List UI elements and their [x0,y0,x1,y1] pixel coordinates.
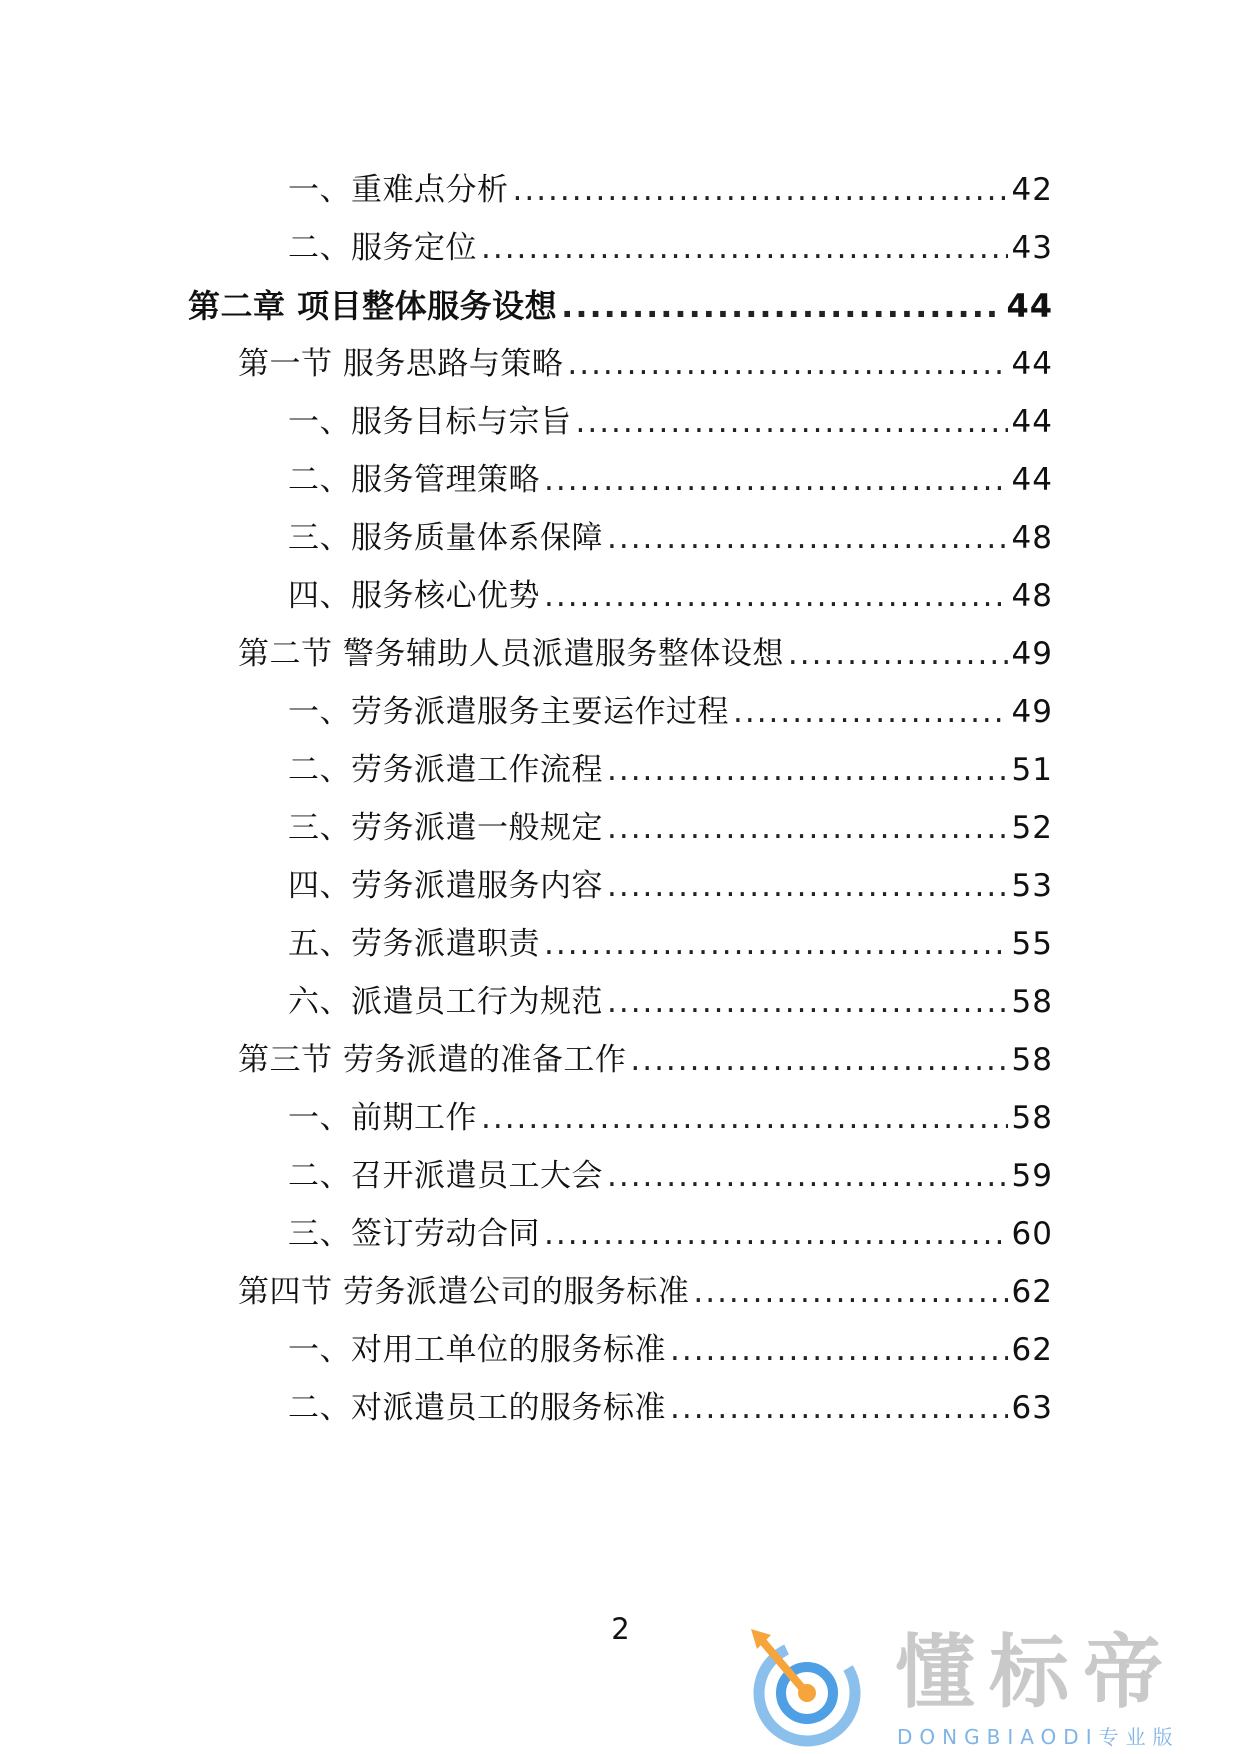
toc-page: 58 [1011,1100,1053,1136]
toc-title: 一、前期工作 [288,1100,477,1136]
toc-page: 44 [1011,346,1053,382]
toc-dot-leader [788,631,1008,677]
toc-entry[interactable] [288,805,1053,851]
toc-entry[interactable] [288,1385,1053,1431]
toc-entry-section[interactable] [238,1269,1053,1315]
toc-dot-leader [607,805,1008,851]
toc-dot-leader [607,515,1008,561]
toc-entry[interactable] [288,167,1053,213]
toc-page: 49 [1011,694,1053,730]
toc-page: 60 [1011,1216,1053,1252]
toc-page: 63 [1011,1390,1053,1426]
toc-entry[interactable] [288,747,1053,793]
watermark-subtitle: DONGBIAODI专业版 [897,1725,1180,1749]
toc-entry-section[interactable] [238,1037,1053,1083]
toc-entry-section[interactable] [238,631,1053,677]
toc-title: 第二节 警务辅助人员派遣服务整体设想 [238,636,784,672]
toc-entry[interactable] [288,573,1053,619]
toc-page: 62 [1011,1274,1053,1310]
toc-entry[interactable] [288,1327,1053,1373]
toc-title: 三、签订劳动合同 [288,1216,540,1252]
toc-page: 43 [1011,230,1053,266]
toc-dot-leader [513,167,1008,213]
toc-entry[interactable] [288,863,1053,909]
toc-page: 59 [1011,1158,1053,1194]
toc-entry[interactable] [288,921,1053,967]
toc-dot-leader [576,399,1008,445]
toc-dot-leader [544,921,1008,967]
page-number: 2 [611,1612,630,1646]
toc-title: 第四节 劳务派遣公司的服务标准 [238,1274,690,1310]
toc-dot-leader [567,341,1007,387]
toc-page: 53 [1011,868,1053,904]
toc-dot-leader [670,1327,1008,1373]
toc-entry-chapter[interactable] [188,283,1053,329]
toc-entry[interactable] [288,399,1053,445]
toc-title: 二、劳务派遣工作流程 [288,752,603,788]
toc-title: 三、服务质量体系保障 [288,520,603,556]
toc-dot-leader [544,573,1008,619]
toc-title: 第三节 劳务派遣的准备工作 [238,1042,627,1078]
toc-title: 一、劳务派遣服务主要运作过程 [288,694,729,730]
toc-title: 一、对用工单位的服务标准 [288,1332,666,1368]
toc-entry[interactable] [288,979,1053,1025]
toc-dot-leader [670,1385,1008,1431]
toc-page: 44 [1011,462,1053,498]
toc-dot-leader [607,979,1008,1025]
toc-dot-leader [607,747,1008,793]
toc-dot-leader [481,1095,1008,1141]
watermark [745,1625,1225,1750]
toc-dot-leader [544,457,1008,503]
toc-dot-leader [544,1211,1008,1257]
toc-page: 58 [1011,1042,1053,1078]
toc-page: 42 [1011,172,1053,208]
toc-title: 六、派遣员工行为规范 [288,984,603,1020]
toc-page: 44 [1011,404,1053,440]
target-logo-icon [745,1625,875,1750]
watermark-brand: 懂标帝 [895,1626,1177,1719]
toc-dot-leader [733,689,1008,735]
toc-title: 四、服务核心优势 [288,578,540,614]
toc-dot-leader [481,225,1008,271]
toc-page: 49 [1011,636,1053,672]
toc-dot-leader [630,1037,1007,1083]
toc-title: 二、服务定位 [288,230,477,266]
toc-title: 二、召开派遣员工大会 [288,1158,603,1194]
toc-dot-leader [607,863,1008,909]
toc-dot-leader [607,1153,1008,1199]
toc-title: 一、重难点分析 [288,172,509,208]
toc-page: 51 [1011,752,1053,788]
toc-title: 第二章 项目整体服务设想 [188,287,558,325]
toc-page: 58 [1011,984,1053,1020]
toc-entry[interactable] [288,457,1053,503]
toc-entry[interactable] [288,689,1053,735]
toc-page: 55 [1011,926,1053,962]
toc-entry[interactable] [288,1211,1053,1257]
toc-dot-leader [561,283,1002,329]
toc-page: 48 [1011,578,1053,614]
toc-title: 五、劳务派遣职责 [288,926,540,962]
toc-entry-section[interactable] [238,341,1053,387]
toc-page: 48 [1011,520,1053,556]
toc-entry[interactable] [288,515,1053,561]
toc-entry[interactable] [288,1153,1053,1199]
toc-page: 52 [1011,810,1053,846]
toc-title: 第一节 服务思路与策略 [238,346,564,382]
toc-title: 一、服务目标与宗旨 [288,404,572,440]
toc-page: 62 [1011,1332,1053,1368]
toc-title: 二、服务管理策略 [288,462,540,498]
toc-title: 三、劳务派遣一般规定 [288,810,603,846]
toc-title: 二、对派遣员工的服务标准 [288,1390,666,1426]
toc-entry[interactable] [288,225,1053,271]
toc-entry[interactable] [288,1095,1053,1141]
toc-title: 四、劳务派遣服务内容 [288,868,603,904]
toc-dot-leader [693,1269,1007,1315]
toc-page: 44 [1006,287,1053,325]
